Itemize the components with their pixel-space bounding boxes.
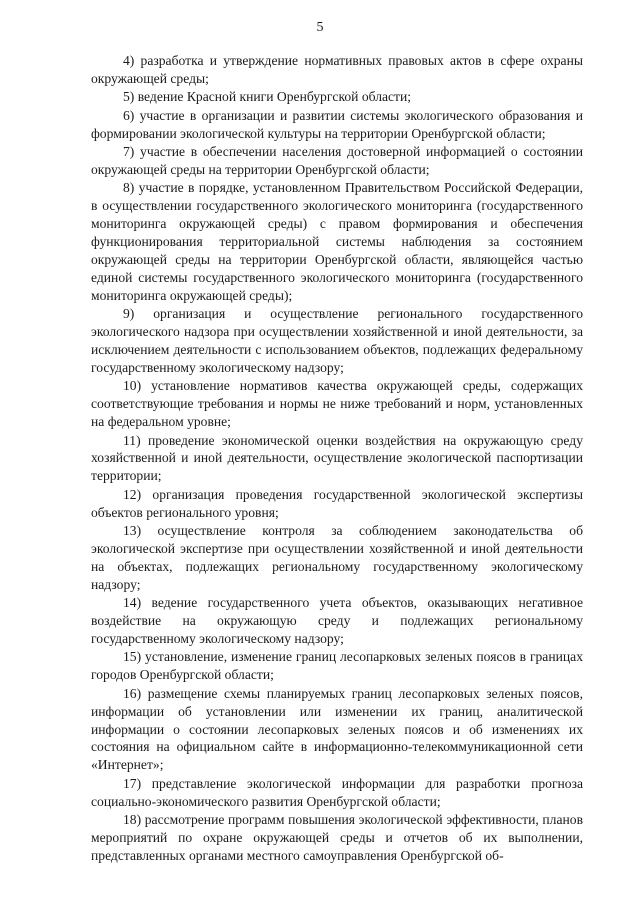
list-item-18: 18) рассмотрение программ повышения экологической эффективности, планов мероприятий по охране окружающей среды и отчетов об их выполнении, представленных органами местного самоуправления Оренбургской об- — [91, 812, 583, 863]
list-item-8: 8) участие в порядке, установленном Правительством Российской Федерации, в осуществлении государственного экологического мониторинга (государственного мониторинга окружающей среды) с правом формирования и обеспечения функционирования территориальной системы наблюдения за состоянием окружающей среды на территории Оренбургской области, являющейся частью единой системы государственного экологического мониторинга (государственного мониторинга окружающей среды); — [91, 180, 583, 303]
list-item-17: 17) представление экологической информации для разработки прогноза социально-экономического развития Оренбургской области; — [91, 775, 583, 809]
list-item-5: 5) ведение Красной книги Оренбургской области; — [123, 89, 412, 105]
list-item-4: 4) разработка и утверждение нормативных правовых актов в сфере охраны окружающей среды; — [91, 53, 583, 86]
list-item-10: 10) установление нормативов качества окружающей среды, содержащих соответствующие требования и нормы не ниже требований и норм, установленных на федеральном уровне; — [91, 378, 583, 430]
page-number: 5 — [316, 20, 324, 35]
document-body — [91, 52, 583, 865]
list-item-7: 7) участие в обеспечении населения достоверной информацией о состоянии окружающей среды на территории Оренбургской области; — [91, 144, 583, 177]
list-item-13: 13) осуществление контроля за соблюдением законодательства об экологической экспертизе при осуществлении хозяйственной и иной деятельности на объектах, подлежащих региональному государственному экологическому надзору; — [91, 523, 583, 592]
list-item-9: 9) организация и осуществление регионального государственного экологического надзора при осуществлении хозяйственной и иной деятельности, за исключением деятельности с использованием объектов, подлежащих федеральному государственному экологическому надзору; — [91, 306, 583, 375]
list-item-11: 11) проведение экономической оценки воздействия на окружающую среду хозяйственной и иной деятельности, осуществление экологической паспортизации территории; — [91, 432, 583, 484]
list-item-15: 15) установление, изменение границ лесопарковых зеленых поясов в границах городов Оренбургской области; — [91, 649, 583, 683]
list-item-12: 12) организация проведения государственной экологической экспертизы объектов регионального уровня; — [91, 486, 583, 520]
list-item-6: 6) участие в организации и развитии системы экологического образования и формировании экологической культуры на территории Оренбургской области; — [91, 107, 583, 141]
list-item-16: 16) размещение схемы планируемых границ лесопарковых зеленых поясов, информации об установлении или изменении их границ, аналитической информации о состоянии лесопарковых зеленых поясов и об изменениях их состояния на официальном сайте в информационно-телекоммуникационной сети «Интернет»; — [91, 685, 583, 773]
list-item-14: 14) ведение государственного учета объектов, оказывающих негативное воздействие на окружающую среду и подлежащих региональному государственному экологическому надзору; — [91, 595, 583, 646]
